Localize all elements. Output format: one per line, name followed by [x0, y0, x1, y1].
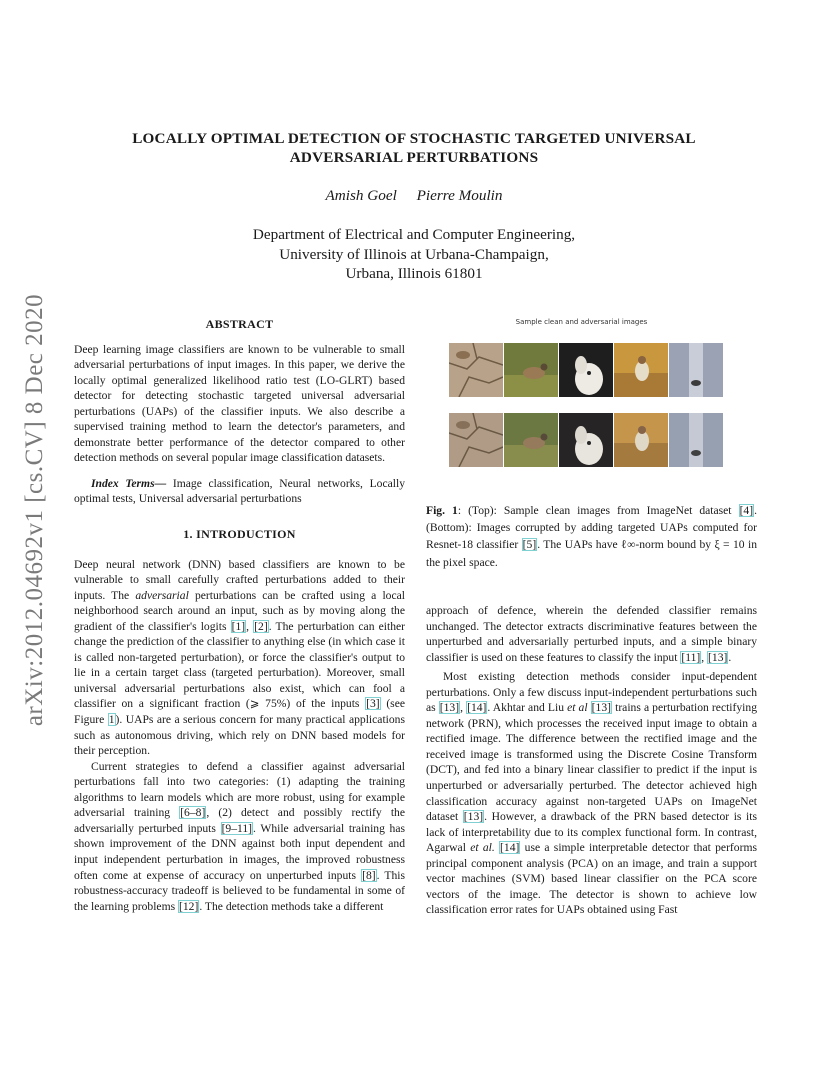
intro-paragraph-1: Deep neural network (DNN) based classifiers are known to be vulnerable to small carefully crafted perturbations added to their inputs. The adversarial perturbations can be crafted using a local neighborhood search around an input, such as by moving along the gradient of the classifier's logits [1], [2]. The perturbation can either change the prediction of the classifier to anything else (in which case it is called non-targeted perturbation), or force the classifier's output to lie in a certain target class (targeted perturbation). Moreover, small universal adversarial perturbations also exist, which can fool a classifier on a significant fraction (⩾ 75%) of the inputs [3] (see Figure 1). UAPs are a serious concern for many practical applications such as autonomous driving, which rely on DNN based models for their perception. [74, 557, 406, 758]
affiliation-line-1: Department of Electrical and Computer Engineering, [252, 226, 576, 243]
text-run: ). UAPs are a serious concern for many practical applications such as autonomous driving, which rely on DNN based models for their perception. [74, 713, 405, 758]
citation-link[interactable]: [13] [463, 810, 484, 824]
text-run: . The perturbation can either change the prediction of the classifier to anything else (in which case it is called non-targeted perturbation), or force the classifier's output to lie in a certain target class (targeted perturbation). Moreover, small universal adversarial perturbations also exist, which can fool a classifier on a significant fraction (⩾ 75%) of the inputs [74, 619, 406, 711]
text-run: . Akhtar and Liu [487, 701, 568, 715]
sample-image-cracked-ground [449, 343, 503, 397]
paper-title [74, 129, 754, 167]
emphasis: et al [567, 701, 588, 715]
citation-link[interactable]: [5] [522, 538, 537, 552]
figure-label: Fig. 1 [426, 504, 458, 517]
sample-image-bird-field [614, 343, 668, 397]
citation-link[interactable]: [13] [591, 701, 611, 715]
author-1: Amish Goel [325, 187, 397, 204]
figure-title: Sample clean and adversarial images [515, 318, 648, 326]
sample-image-bird-grass [504, 343, 558, 397]
text-run: trains a perturbation rectifying network (PRN), which processes the received input image to obtain a rectified image. The difference between the rectified image and the received image is transformed using the Discrete Cosine Transform (DCT), and fed into a binary linear classifier to predict if the input is unperturbed or adversarially perturbed. The detector achieved high classification accuracy against non-targeted UAPs on ImageNet dataset [426, 701, 758, 824]
text-run: . [728, 650, 732, 664]
figure-1 [426, 316, 757, 476]
text-run: approach of defence, wherein the defended classifier remains unchanged. The detector extracts discriminative features between the unperturbed and adversarially perturbed inputs, and a simple binary classifier is used on these features to classify the input [426, 604, 757, 664]
citation-link[interactable]: [14] [500, 841, 520, 855]
text-run: use a simple interpretable detector that performs principal component analysis (PCA) on an image, and train a support vector machines (SVM) based linear classifier on the PCA score vectors of the image. The detector is shown to achieve low classification error rates for UAPs obtained using Fast [426, 841, 757, 917]
abstract-text: Deep learning image classifiers are known to be vulnerable to small adversarial perturbations of input images. In this paper, we derive the locally optimal generalized likelihood ratio test (LO-GLRT) based detector for detecting stochastic targeted universal adversarial perturbations (UAPs) of the classifier inputs. We also describe a supervised training method to learn the detector's parameters, and demonstrate better performance of the detector compared to other detection methods on several popular image classification datasets. [74, 342, 405, 465]
text-run: (see Figure [74, 697, 405, 727]
authors [74, 187, 754, 205]
index-terms [74, 476, 405, 507]
adversarial-image-rocks [669, 413, 723, 467]
citation-link[interactable]: [4] [739, 504, 754, 517]
adversarial-image-bird-grass [504, 413, 558, 467]
emphasis: adversarial [135, 588, 189, 602]
text-run: perturbations can be crafted using a local neighborhood search around an input, such as by moving along the gradient of the classifier's logits [74, 588, 405, 633]
text-run: . The UAPs have ℓ∞-norm bound by ξ = 10 in the pixel space. [426, 538, 757, 569]
text-run: Deep neural network (DNN) based classifiers are known to be vulnerable to small carefully crafted perturbations added to their inputs. The [74, 557, 405, 602]
title-line-1: LOCALLY OPTIMAL DETECTION OF STOCHASTIC TARGETED UNIVERSAL [132, 130, 696, 147]
adversarial-image-dog [559, 413, 613, 467]
sample-image-rocks [669, 343, 723, 397]
affiliation-line-3: Urbana, Illinois 61801 [345, 265, 483, 282]
citation-link[interactable]: [13] [439, 701, 460, 715]
adversarial-images-row [449, 413, 723, 467]
text-run: , (2) detect and possibly rectify the adversarially perturbed inputs [74, 806, 406, 835]
sample-image-dog [559, 343, 613, 397]
text-run: Most existing detection methods consider input-dependent perturbations. Only a few discuss input-independent perturbations such as [426, 670, 757, 715]
citation-link[interactable]: [12] [179, 899, 199, 913]
intro-paragraph-2 [74, 759, 405, 914]
right-column [426, 603, 757, 918]
text-run: . However, a drawback of the PRN based detector is its lack of interpretability due to its complex functional form. In contrast, Agarwal [426, 810, 757, 855]
citation-link[interactable]: [13] [708, 650, 728, 664]
right-paragraph-1: approach of defence, wherein the defended classifier remains unchanged. The detector extracts discriminative features between the unperturbed and adversarially perturbed inputs, and a simple binary classifier is used on these features to classify the input [11], [13]. [426, 604, 757, 664]
abstract-heading: ABSTRACT [205, 317, 274, 331]
adversarial-image-cracked-ground [449, 413, 503, 467]
text-run: . While adversarial training has shown improvement of the DNN against both input dependent and input independent perturbation in images, the improved robustness often come at expense of accuracy on unperturbed inputs [74, 821, 405, 882]
emphasis: et al. [470, 841, 495, 855]
citation-link[interactable]: [3] [366, 697, 380, 711]
text-run: . The detection methods take a different [199, 899, 384, 913]
text-run: : (Top): Sample clean images from ImageNet dataset [457, 504, 739, 517]
citation-link[interactable]: [14] [467, 701, 487, 715]
index-terms-label: Index Terms— [91, 476, 167, 490]
figure-link[interactable]: 1 [108, 713, 115, 727]
affiliation [74, 225, 754, 284]
text-run: . This robustness-accuracy tradeoff is believed to be fundamental in some of the learning problems [74, 868, 405, 913]
index-terms-text: Image classification, Neural networks, Locally optimal tests, Universal adversarial perturbations [74, 476, 405, 506]
citation-link[interactable]: [9–11] [221, 821, 253, 835]
adversarial-image-bird-field [614, 413, 668, 467]
author-2: Pierre Moulin [416, 187, 503, 204]
right-paragraph-2: Most existing detection methods consider input-dependent perturbations. Only a few discuss input-independent perturbations such as [13], [14]. Akhtar and Liu et al [13] trains a perturbation rectifying network (PRN), which processes the received input image to obtain a rectified image. The difference between the rectified image and the received image is transformed using the Discrete Cosine Transform (DCT), and fed into a binary linear classifier to predict if the input is unperturbed or adversarially perturbed. The detector achieved high classification accuracy against non-targeted UAPs on ImageNet dataset [13]. However, a drawback of the PRN based detector is its lack of interpretability due to its complex functional form. In contrast, Agarwal et al. [14] use a simple interpretable detector that performs principal component analysis (PCA) on an image, and train a support vector machines (SVM) based linear classifier on the PCA score vectors of the image. The detector is shown to achieve low classification error rates for UAPs obtained using Fast [426, 670, 758, 917]
text-run: Current strategies to defend a classifier against adversarial perturbations fall into two categories: (1) adapting the training algorithms to learn models which are more robust, using for example adversarial training [74, 759, 405, 820]
left-column [74, 317, 405, 914]
intro-heading: 1. INTRODUCTION [183, 527, 296, 542]
citation-link[interactable]: [2] [254, 619, 268, 633]
citation-link[interactable]: [1] [231, 619, 246, 633]
affiliation-line-2: University of Illinois at Urbana-Champaign, [279, 245, 549, 263]
title-line-2: ADVERSARIAL PERTURBATIONS [289, 149, 539, 166]
arxiv-stamp: arXiv:2012.04692v1 [cs.CV] 8 Dec 2020 [21, 293, 48, 727]
figure-caption [426, 502, 757, 571]
clean-images-row [449, 343, 723, 397]
citation-link[interactable]: [11] [681, 650, 701, 664]
text-run: . (Bottom): Images corrupted by adding targeted UAPs computed for Resnet-18 classifier [426, 504, 757, 552]
citation-link[interactable]: [6–8] [180, 806, 206, 820]
citation-link[interactable]: [8] [362, 868, 376, 882]
